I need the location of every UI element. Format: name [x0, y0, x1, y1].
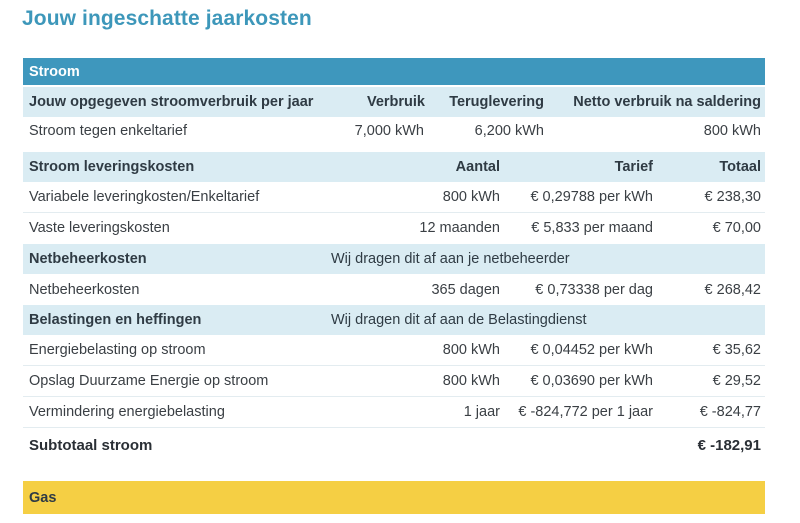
levering-header-row	[23, 152, 765, 182]
page-title: Jouw ingeschatte jaarkosten	[22, 7, 312, 30]
usage-verbruik: 7,000 kWh	[354, 122, 424, 139]
row-tarief: € 0,29788 per kWh	[530, 189, 653, 205]
row-aantal: 800 kWh	[442, 189, 500, 205]
table-row	[23, 213, 765, 243]
row-aantal: 800 kWh	[442, 373, 500, 389]
row-totaal: € 29,52	[712, 373, 761, 389]
col-verbruik: Verbruik	[366, 94, 425, 110]
belasting-header-note: Wij dragen dit af aan de Belastingdienst	[331, 312, 587, 328]
netbeheer-header-label: Netbeheerkosten	[29, 251, 147, 267]
row-totaal: € 238,30	[704, 189, 761, 205]
row-tarief: € 0,04452 per kWh	[530, 342, 653, 358]
row-tarief: € 5,833 per maand	[531, 220, 653, 236]
netbeheer-header-row	[23, 244, 765, 274]
row-tarief: € -824,772 per 1 jaar	[518, 404, 653, 420]
col-teruglevering: Teruglevering	[449, 94, 544, 110]
row-label: Variabele leveringkosten/Enkeltarief	[29, 189, 260, 205]
usage-header-label: Jouw opgegeven stroomverbruik per jaar	[29, 94, 314, 110]
col-aantal: Aantal	[455, 159, 500, 175]
table-row	[23, 397, 765, 428]
row-aantal: 1 jaar	[463, 404, 500, 420]
row-totaal: € -824,77	[699, 404, 761, 420]
gas-header-label: Gas	[29, 489, 57, 506]
table-row	[23, 335, 765, 366]
usage-row-label: Stroom tegen enkeltarief	[29, 122, 187, 139]
col-netto: Netto verbruik na saldering	[573, 94, 761, 110]
row-tarief: € 0,03690 per kWh	[530, 373, 653, 389]
row-label: Netbeheerkosten	[29, 281, 140, 298]
col-totaal: Totaal	[719, 159, 761, 175]
table-row	[23, 366, 765, 397]
row-totaal: € 268,42	[704, 281, 761, 298]
row-totaal: € 35,62	[712, 342, 761, 358]
row-aantal: 365 dagen	[431, 281, 500, 298]
usage-netto: 800 kWh	[703, 122, 761, 139]
usage-row	[23, 117, 765, 144]
subtotal-label: Subtotaal stroom	[29, 436, 153, 454]
usage-header-row	[23, 87, 765, 117]
row-aantal: 800 kWh	[442, 342, 500, 358]
row-totaal: € 70,00	[712, 220, 761, 236]
stroom-section-header	[23, 58, 765, 85]
row-label: Opslag Duurzame Energie op stroom	[29, 373, 269, 389]
subtotal-row	[23, 430, 765, 460]
subtotal-value: € -182,91	[697, 436, 761, 454]
table-row	[23, 182, 765, 213]
row-tarief: € 0,73338 per dag	[535, 281, 653, 298]
table-row	[23, 274, 765, 305]
row-label: Vaste leveringskosten	[29, 220, 170, 236]
row-label: Vermindering energiebelasting	[29, 404, 225, 420]
stroom-header-label: Stroom	[29, 63, 80, 80]
belasting-header-row	[23, 305, 765, 335]
levering-header-label: Stroom leveringskosten	[29, 159, 195, 175]
row-aantal: 12 maanden	[419, 220, 500, 236]
row-label: Energiebelasting op stroom	[29, 342, 206, 358]
gas-section-header	[23, 481, 765, 514]
usage-teruglevering: 6,200 kWh	[474, 122, 544, 139]
belasting-header-label: Belastingen en heffingen	[29, 312, 202, 328]
netbeheer-header-note: Wij dragen dit af aan je netbeheerder	[331, 251, 570, 267]
col-tarief: Tarief	[614, 159, 653, 175]
